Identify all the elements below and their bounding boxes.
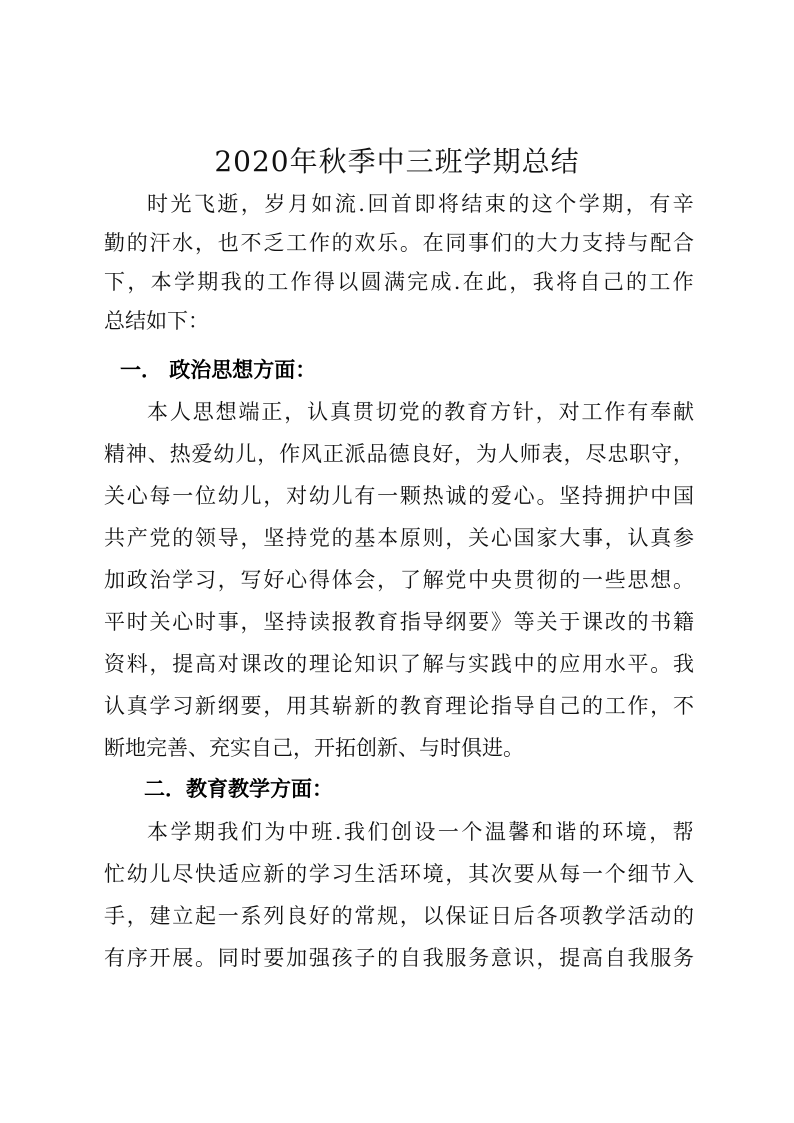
document-title: 2020年秋季中三班学期总结 bbox=[214, 145, 580, 178]
body-line: 断地完善、充实自己，开拓创新、与时俱进。 bbox=[104, 736, 524, 760]
intro-line: 下，本学期我的工作得以圆满完成.在此，我将自己的工作 bbox=[104, 270, 696, 294]
body-line: 忙幼儿尽快适应新的学习生活环境，其次要从每一个细节入 bbox=[104, 862, 696, 886]
body-line: 资料，提高对课改的理论知识了解与实践中的应用水平。我 bbox=[104, 652, 696, 676]
body-line: 共产党的领导，坚持党的基本原则，关心国家大事，认真参 bbox=[104, 526, 696, 550]
body-line: 本人思想端正，认真贯切党的教育方针，对工作有奉献 bbox=[147, 400, 696, 424]
section-heading-politics: 一． 政治思想方面： bbox=[120, 358, 317, 382]
body-line: 加政治学习，写好心得体会，了解党中央贯彻的一些思想。 bbox=[104, 568, 696, 592]
section-heading-teaching: 二．教育教学方面： bbox=[144, 777, 333, 801]
intro-line: 时光飞逝，岁月如流.回首即将结束的这个学期，有辛 bbox=[147, 192, 697, 216]
intro-line: 勤的汗水，也不乏工作的欢乐。在同事们的大力支持与配合 bbox=[104, 231, 696, 255]
body-line: 认真学习新纲要，用其崭新的教育理论指导自己的工作，不 bbox=[104, 694, 696, 718]
body-line: 平时关心时事，坚持读报教育指导纲要》等关于课改的书籍 bbox=[104, 610, 696, 634]
intro-line: 总结如下： bbox=[104, 309, 209, 333]
body-line: 关心每一位幼儿，对幼儿有一颗热诚的爱心。坚持拥护中国 bbox=[104, 484, 696, 508]
body-line: 精神、热爱幼儿，作风正派品德良好，为人师表，尽忠职守， bbox=[104, 442, 695, 466]
body-line: 手，建立起一系列良好的常规，以保证日后各项教学活动的 bbox=[104, 904, 696, 928]
body-line: 有序开展。同时要加强孩子的自我服务意识，提高自我服务 bbox=[104, 946, 696, 970]
body-line: 本学期我们为中班.我们创设一个温馨和谐的环境，帮 bbox=[147, 820, 697, 844]
